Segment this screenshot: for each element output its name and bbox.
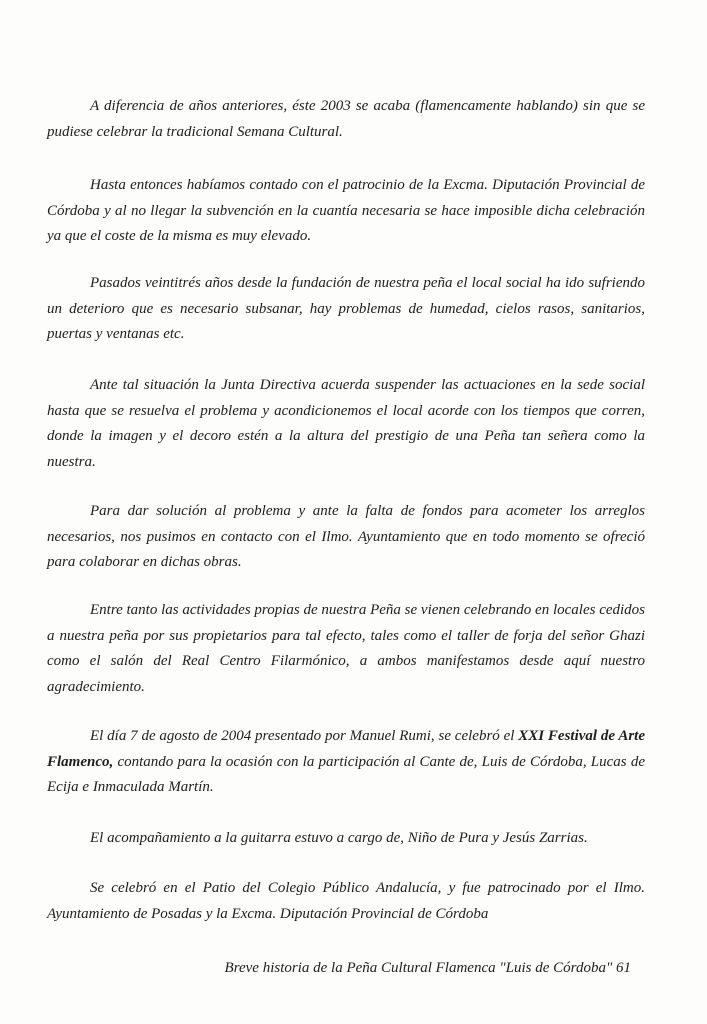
page-footer: Breve historia de la Peña Cultural Flamenca "Luis de Córdoba" 61 bbox=[224, 960, 631, 976]
paragraph-guitarra: El acompañamiento a la guitarra estuvo a cargo de, Niño de Pura y Jesús Zarrias. bbox=[90, 830, 588, 846]
paragraph-patio-colegio: Se celebró en el Patio del Colegio Público Andalucía, y fue patrocinado por el Ilmo. Ayuntamiento de Posadas y la Excma. Diputación Provincial de Córdoba bbox=[47, 880, 645, 922]
paragraph-semana-cultural: A diferencia de años anteriores, éste 2003 se acaba (flamencamente hablando) sin que se pudiese celebrar la tradicional Semana Cultural. bbox=[47, 98, 645, 140]
paragraph-deterioro-local: Pasados veintitrés años desde la fundación de nuestra peña el local social ha ido sufriendo un deterioro que es necesario subsanar, hay problemas de humedad, cielos rasos, sanitarios, puertas y ventanas etc. bbox=[47, 275, 645, 342]
paragraph-locales-cedidos: Entre tanto las actividades propias de nuestra Peña se vienen celebrando en locales cedidos a nuestra peña por sus propietarios para tal efecto, tales como el taller de forja del señor Ghazi como el salón del Real Centro Filarmónico, a ambos manifestamos desde aquí nuestro agradecimiento. bbox=[47, 602, 646, 695]
paragraph-festival bbox=[47, 724, 645, 801]
paragraph-ayuntamiento: Para dar solución al problema y ante la falta de fondos para acometer los arreglos necesarios, nos pusimos en contacto con el Ilmo. Ayuntamiento que en todo momento se ofreció para colaborar en dichas obras. bbox=[47, 503, 645, 570]
festival-title: XXI Festival de Arte Flamenco, bbox=[47, 728, 645, 770]
festival-text-after: contando para la ocasión con la participación al Cante de, Luis de Córdoba, Lucas de Ecija e Inmaculada Martín. bbox=[47, 753, 645, 795]
paragraph-junta-directiva: Ante tal situación la Junta Directiva acuerda suspender las actuaciones en la sede social hasta que se resuelva el problema y acondicionemos el local acorde con los tiempos que corren, donde la imagen y el decoro estén a la altura del prestigio de una Peña tan señera como la nuestra. bbox=[47, 377, 645, 470]
festival-text-before: El día 7 de agosto de 2004 presentado por Manuel Rumi, se celebró el bbox=[90, 728, 519, 744]
paragraph-patrocinio: Hasta entonces habíamos contado con el patrocinio de la Excma. Diputación Provincial de Córdoba y al no llegar la subvención en la cuantía necesaria se hace imposible dicha celebración ya que el coste de la misma es muy elevado. bbox=[47, 177, 645, 244]
